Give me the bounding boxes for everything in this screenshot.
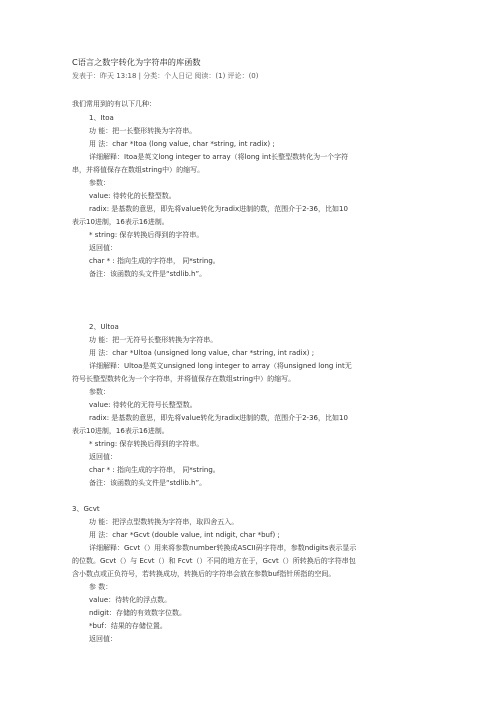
s3-detail-line2: 的位数。Gcvt（）与 Ecvt（）和 Fcvt（）不同的地方在于，Gcvt（）所转换后的字符串包 (72, 557, 356, 565)
s1-note: 备注：该函数的头文件是“stdlib.h”。 (89, 270, 207, 278)
s2-return-label: 返回值： (89, 453, 117, 461)
s3-return-label: 返回值： (89, 635, 117, 643)
s3-param-value: value：待转化的浮点数。 (89, 596, 172, 604)
s1-param-radix: radix: 是基数的意思，即先将value转化为radix进制的数，范围介于2-36，比如10 (89, 205, 348, 213)
s1-param-value: value: 待转化的长整型数。 (89, 192, 176, 200)
s3-detail-line3: 含小数点或正负符号，若转换成功，转换后的字符串会放在参数buf指针所指的空间。 (72, 570, 336, 578)
article-meta: 发表于：昨天 13:18 | 分类：个人日记 阅读：(1) 评论：(0) (72, 72, 259, 80)
s3-usage: 用 法：char *Gcvt (double value, int ndigit, char *buf) ; (89, 531, 280, 539)
s2-heading: 2、Ultoa (89, 323, 119, 331)
article-title: C语言之数字转化为字符串的库函数 (72, 57, 201, 67)
s2-param-string: * string: 保存转换后得到的字符串。 (89, 440, 204, 448)
s3-detail-line1: 详细解释：Gcvt（）用来将参数number转换成ASCII码字符串，参数ndigits表示显示 (89, 544, 357, 552)
s1-usage: 用 法：char *Itoa (long value, char *string, int radix) ; (89, 140, 275, 148)
s1-detail-line2: 串，并将值保存在数组string中）的缩写。 (72, 166, 205, 174)
s3-param-buf: *buf：结果的存储位置。 (89, 622, 167, 630)
s2-func: 功 能：把一无符号长整形转换为字符串。 (89, 336, 218, 344)
s3-params-label: 参 数： (89, 583, 113, 591)
s1-heading: 1、Itoa (89, 114, 114, 122)
s3-heading: 3、Gcvt (72, 505, 100, 513)
s2-note: 备注：该函数的头文件是“stdlib.h”。 (89, 479, 207, 487)
s2-detail-line1: 详细解释：Ultoa是英文unsigned long integer to array（将unsigned long int无 (89, 362, 352, 370)
s3-param-ndigit: ndigit：存储的有效数字位数。 (89, 609, 186, 617)
s2-param-radix: radix: 是基数的意思，即先将value转化为radix进制的数，范围介于2-36，比如10 (89, 414, 348, 422)
s1-func: 功 能：把一长整形转换为字符串。 (89, 127, 197, 135)
s2-param-value: value: 待转化的无符号长整型数。 (89, 401, 197, 409)
s1-param-string: * string: 保存转换后得到的字符串。 (89, 231, 204, 239)
s1-param-radix-cont: 表示10进制，16表示16进制。 (72, 218, 169, 226)
s1-return-label: 返回值： (89, 244, 117, 252)
s1-detail-line1: 详细解释：Itoa是英文long integer to array（将long int长整型数转化为一个字符 (89, 153, 349, 161)
s2-param-radix-cont: 表示10进制，16表示16进制。 (72, 427, 169, 435)
s2-detail-line2: 符号长整型数转化为一个字符串，并将值保存在数组string中）的缩写。 (72, 375, 296, 383)
intro-text: 我们常用到的有以下几种： (72, 100, 156, 108)
s2-params-label: 参数： (89, 388, 110, 396)
s2-return-value: char * : 指向生成的字符串， 同*string。 (89, 466, 220, 474)
s2-usage: 用 法：char *Ultoa (unsigned long value, char *string, int radix) ; (89, 349, 315, 357)
s1-params-label: 参数： (89, 179, 110, 187)
s3-func: 功 能：把浮点型数转换为字符串，取四舍五入。 (89, 518, 239, 526)
s1-return-value: char * : 指向生成的字符串， 同*string。 (89, 257, 220, 265)
